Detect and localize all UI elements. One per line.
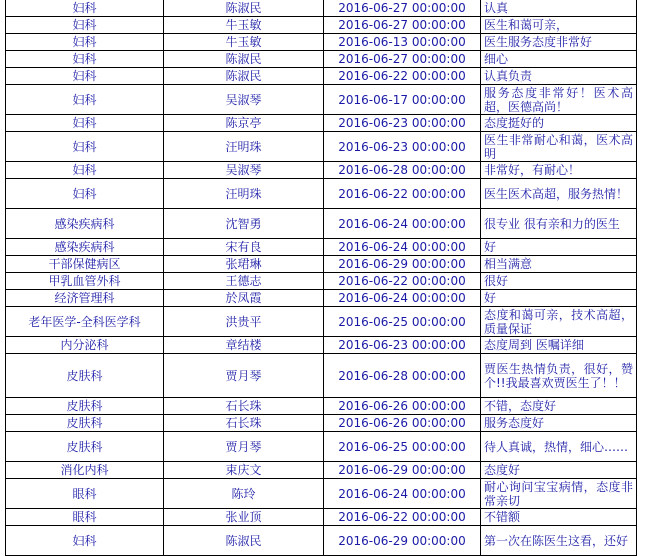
table-row	[6, 273, 637, 290]
date-cell: 2016-06-29 00:00:00	[324, 256, 481, 273]
table-row	[6, 51, 637, 68]
comment-cell: 贾医生热情负责，很好，赞个!!我最喜欢贾医生了！！	[481, 354, 637, 398]
table-row	[6, 432, 637, 462]
table-row	[6, 415, 637, 432]
doctor-cell: 陈淑民	[164, 68, 324, 85]
department-cell: 妇科	[6, 115, 164, 132]
department-cell: 妇科	[6, 132, 164, 162]
doctor-cell: 牛玉敏	[164, 17, 324, 34]
doctor-cell: 束庆文	[164, 462, 324, 479]
department-cell: 妇科	[6, 526, 164, 556]
feedback-table-body	[6, 0, 637, 556]
date-cell: 2016-06-23 00:00:00	[324, 115, 481, 132]
department-cell: 妇科	[6, 51, 164, 68]
date-cell: 2016-06-26 00:00:00	[324, 415, 481, 432]
table-row	[6, 0, 637, 17]
comment-cell: 很专业 很有亲和力的医生	[481, 209, 637, 239]
comment-cell: 服务态度好	[481, 415, 637, 432]
department-cell: 经济管理科	[6, 290, 164, 307]
comment-cell: 医生和蔼可亲，	[481, 17, 637, 34]
table-row	[6, 479, 637, 509]
comment-cell: 医生医术高超，服务热情！	[481, 179, 637, 209]
date-cell: 2016-06-22 00:00:00	[324, 179, 481, 209]
doctor-cell: 石长珠	[164, 415, 324, 432]
comment-cell: 相当满意	[481, 256, 637, 273]
department-cell: 妇科	[6, 17, 164, 34]
table-row	[6, 256, 637, 273]
department-cell: 皮肤科	[6, 354, 164, 398]
comment-cell: 待人真诚，热情，细心……	[481, 432, 637, 462]
doctor-cell: 陈淑民	[164, 526, 324, 556]
date-cell: 2016-06-24 00:00:00	[324, 239, 481, 256]
department-cell: 皮肤科	[6, 398, 164, 415]
date-cell: 2016-06-23 00:00:00	[324, 337, 481, 354]
department-cell: 皮肤科	[6, 432, 164, 462]
date-cell: 2016-06-22 00:00:00	[324, 68, 481, 85]
doctor-cell: 於凤霞	[164, 290, 324, 307]
date-cell: 2016-06-28 00:00:00	[324, 354, 481, 398]
comment-cell: 医生服务态度非常好	[481, 34, 637, 51]
comment-cell: 不错额	[481, 509, 637, 526]
department-cell: 妇科	[6, 162, 164, 179]
department-cell: 妇科	[6, 0, 164, 17]
date-cell: 2016-06-24 00:00:00	[324, 290, 481, 307]
table-row	[6, 34, 637, 51]
table-row	[6, 398, 637, 415]
doctor-cell: 宋有良	[164, 239, 324, 256]
doctor-cell: 牛玉敏	[164, 34, 324, 51]
table-row	[6, 209, 637, 239]
table-row	[6, 354, 637, 398]
table-row	[6, 526, 637, 556]
department-cell: 消化内科	[6, 462, 164, 479]
date-cell: 2016-06-13 00:00:00	[324, 34, 481, 51]
table-row	[6, 17, 637, 34]
comment-cell: 耐心询问宝宝病情，态度非常亲切	[481, 479, 637, 509]
date-cell: 2016-06-29 00:00:00	[324, 526, 481, 556]
date-cell: 2016-06-25 00:00:00	[324, 432, 481, 462]
doctor-cell: 洪贵平	[164, 307, 324, 337]
doctor-cell: 汪明珠	[164, 132, 324, 162]
department-cell: 感染疾病科	[6, 209, 164, 239]
table-row	[6, 462, 637, 479]
department-cell: 妇科	[6, 85, 164, 115]
table-row	[6, 132, 637, 162]
department-cell: 甲乳血管外科	[6, 273, 164, 290]
table-row	[6, 239, 637, 256]
doctor-cell: 张业顶	[164, 509, 324, 526]
comment-cell: 第一次在陈医生这看，还好	[481, 526, 637, 556]
doctor-cell: 陈玲	[164, 479, 324, 509]
date-cell: 2016-06-27 00:00:00	[324, 0, 481, 17]
department-cell: 皮肤科	[6, 415, 164, 432]
department-cell: 感染疾病科	[6, 239, 164, 256]
doctor-cell: 汪明珠	[164, 179, 324, 209]
department-cell: 老年医学-全科医学科	[6, 307, 164, 337]
table-row	[6, 115, 637, 132]
comment-cell: 态度挺好的	[481, 115, 637, 132]
doctor-cell: 陈淑民	[164, 0, 324, 17]
comment-cell: 服务态度非常好！医术高超，医德高尚！	[481, 85, 637, 115]
doctor-cell: 石长珠	[164, 398, 324, 415]
date-cell: 2016-06-29 00:00:00	[324, 462, 481, 479]
comment-cell: 态度和蔼可亲，技术高超，质量保证	[481, 307, 637, 337]
comment-cell: 好	[481, 239, 637, 256]
table-row	[6, 307, 637, 337]
doctor-cell: 吴淑琴	[164, 162, 324, 179]
table-row	[6, 162, 637, 179]
comment-cell: 细心	[481, 51, 637, 68]
date-cell: 2016-06-22 00:00:00	[324, 509, 481, 526]
date-cell: 2016-06-27 00:00:00	[324, 17, 481, 34]
department-cell: 妇科	[6, 179, 164, 209]
department-cell: 内分泌科	[6, 337, 164, 354]
comment-cell: 态度周到 医嘱详细	[481, 337, 637, 354]
date-cell: 2016-06-22 00:00:00	[324, 273, 481, 290]
comment-cell: 医生非常耐心和蔼，医术高明	[481, 132, 637, 162]
doctor-cell: 章结楼	[164, 337, 324, 354]
department-cell: 眼科	[6, 509, 164, 526]
date-cell: 2016-06-23 00:00:00	[324, 132, 481, 162]
doctor-cell: 吴淑琴	[164, 85, 324, 115]
department-cell: 妇科	[6, 68, 164, 85]
doctor-cell: 沈智勇	[164, 209, 324, 239]
date-cell: 2016-06-24 00:00:00	[324, 209, 481, 239]
comment-cell: 很好	[481, 273, 637, 290]
doctor-cell: 贾月琴	[164, 432, 324, 462]
table-row	[6, 337, 637, 354]
department-cell: 干部保健病区	[6, 256, 164, 273]
comment-cell: 认真负责	[481, 68, 637, 85]
table-row	[6, 509, 637, 526]
date-cell: 2016-06-17 00:00:00	[324, 85, 481, 115]
department-cell: 眼科	[6, 479, 164, 509]
doctor-cell: 陈京亭	[164, 115, 324, 132]
date-cell: 2016-06-24 00:00:00	[324, 479, 481, 509]
doctor-cell: 张珺琳	[164, 256, 324, 273]
table-row	[6, 290, 637, 307]
date-cell: 2016-06-26 00:00:00	[324, 398, 481, 415]
comment-cell: 态度好	[481, 462, 637, 479]
doctor-cell: 贾月琴	[164, 354, 324, 398]
comment-cell: 不错，态度好	[481, 398, 637, 415]
date-cell: 2016-06-25 00:00:00	[324, 307, 481, 337]
feedback-table	[5, 0, 637, 556]
department-cell: 妇科	[6, 34, 164, 51]
comment-cell: 非常好，有耐心！	[481, 162, 637, 179]
date-cell: 2016-06-28 00:00:00	[324, 162, 481, 179]
table-row	[6, 68, 637, 85]
table-row	[6, 179, 637, 209]
doctor-cell: 陈淑民	[164, 51, 324, 68]
date-cell: 2016-06-27 00:00:00	[324, 51, 481, 68]
comment-cell: 认真	[481, 0, 637, 17]
table-row	[6, 85, 637, 115]
comment-cell: 好	[481, 290, 637, 307]
doctor-cell: 王德志	[164, 273, 324, 290]
